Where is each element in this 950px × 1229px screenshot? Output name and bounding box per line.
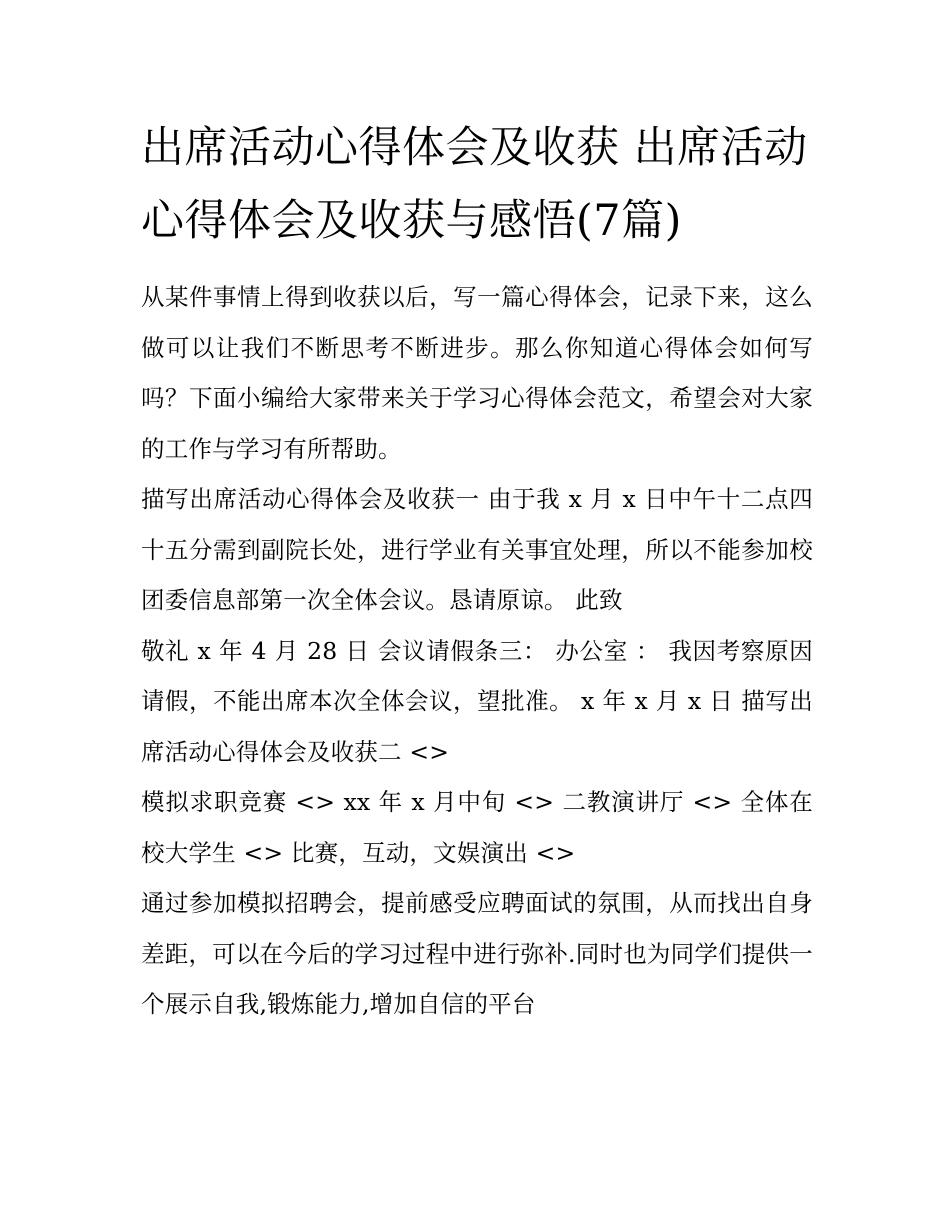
body-paragraph-2: 敬礼 x 年 4 月 28 日 会议请假条三： 办公室 ： 我因考察原因请假，不能出席本次全体会议，望批准。 x 年 x 月 x 日 描写出席活动心得体会及收获二 <> — [141, 636, 813, 766]
document-page — [141, 112, 813, 1030]
body-paragraph-4: 通过参加模拟招聘会，提前感受应聘面试的氛围，从而找出自身差距，可以在今后的学习过程中进行弥补.同时也为同学们提供一个展示自我,锻炼能力,增加自信的平台 — [141, 889, 813, 1018]
body-paragraph-1: 描写出席活动心得体会及收获一 由于我 x 月 x 日中午十二点四十五分需到副院长处，进行学业有关事宜处理，所以不能参加校团委信息部第一次全体会议。恳请原谅。 此致 — [141, 485, 813, 614]
document-title: 出席活动心得体会及收获 出席活动心得体会及收获与感悟(7篇) — [141, 123, 808, 246]
intro-paragraph: 从某件事情上得到收获以后，写一篇心得体会，记录下来，这么做可以让我们不断思考不断进步。那么你知道心得体会如何写吗？下面小编给大家带来关于学习心得体会范文，希望会对大家的工作与学习有所帮助。 — [141, 283, 813, 463]
body-paragraph-3: 模拟求职竞赛 <> xx 年 x 月中旬 <> 二教演讲厅 <> 全体在校大学生 <> 比赛，互动，文娱演出 <> — [141, 788, 813, 867]
